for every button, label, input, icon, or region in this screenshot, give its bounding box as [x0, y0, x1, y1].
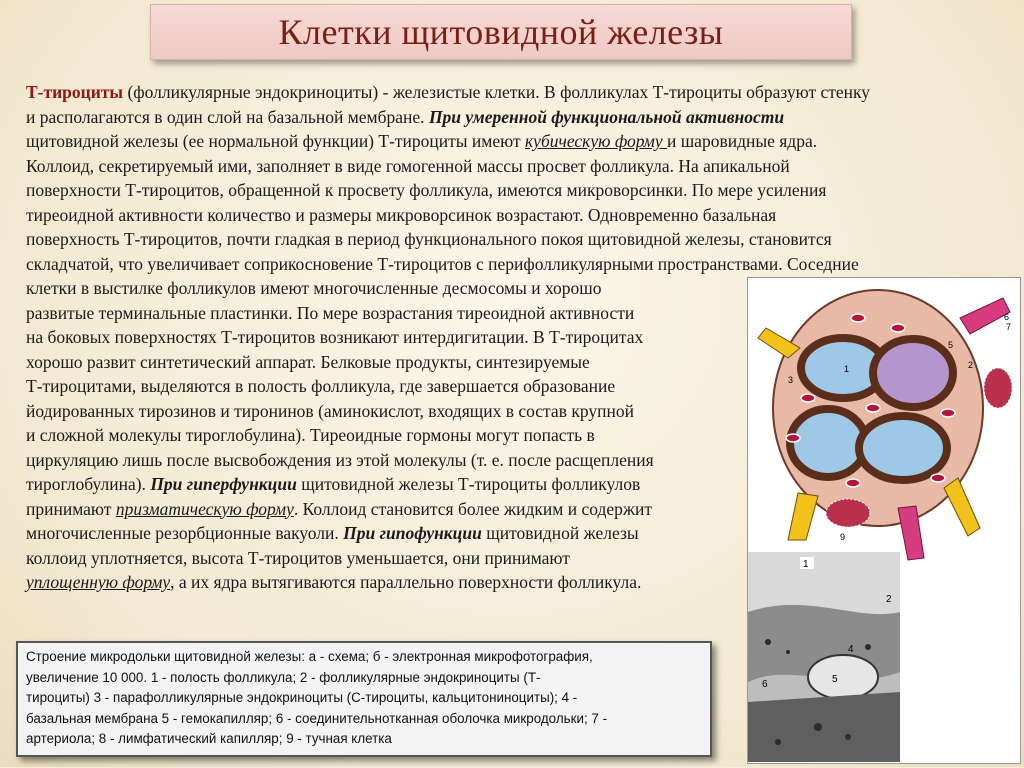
- text-line: на боковых поверхностях Т-тироцитов возникают интердигитации. В Т-тироцитах: [26, 327, 644, 347]
- emphasis-moderate-activity: При умеренной функциональной активности: [428, 106, 785, 127]
- text-line: складчатой, что увеличивает соприкосновение Т-тироцитов с перифолликулярными пространствами. Соседние: [26, 253, 859, 274]
- text-line: [26, 105, 1011, 130]
- caption-line: Строение микродольки щитовидной железы: а - схема; б - электронная микрофотография,: [26, 649, 593, 664]
- caption-line: артериола; 8 - лимфатический капилляр; 9 - тучная клетка: [26, 731, 392, 746]
- electron-micrograph: [748, 552, 900, 762]
- text-span: щитовидной железы: [481, 523, 639, 543]
- text-span: и шаровидные ядра.: [666, 131, 818, 151]
- emphasis-hyperfunction: При гиперфункции: [150, 474, 297, 494]
- text-line: поверхность Т-тироцитов, почти гладкая в период функционального покоя щитовидной железы, становится: [26, 229, 832, 249]
- text-line: развитые терминальные пластинки. По мере возрастания тиреоидной активности: [26, 302, 635, 323]
- term-t-thyrocytes: Т-тироциты: [26, 82, 124, 102]
- text-span: , а их ядра вытягиваются параллельно поверхности фолликула.: [170, 572, 642, 592]
- text-line: коллоид уплотняется, высота Т-тироцитов уменьшается, они принимают: [26, 547, 570, 568]
- caption-line: тироциты) 3 - парафолликулярные эндокриноциты (С-тироциты, кальцитониноциты); 4 -: [26, 690, 578, 705]
- text-span: принимают: [26, 498, 116, 519]
- figure-label: 2: [968, 360, 974, 370]
- micrograph-label: 1: [803, 559, 809, 570]
- mast-cell: [984, 368, 1012, 408]
- text-span: (фолликулярные эндокриноциты) - железистые клетки. В фолликулах Т-тироциты образуют стенку: [123, 82, 871, 102]
- text-line: циркуляцию лишь после высвобождения из этой молекулы (т. е. после расщепления: [26, 449, 654, 470]
- figure-label: 1: [844, 364, 850, 374]
- emphasis-hypofunction: При гипофункции: [343, 523, 482, 543]
- figure-label: 3: [788, 375, 794, 385]
- text-line: клетки в выстилке фолликулов имеют многочисленные десмосомы и хорошо: [26, 278, 602, 298]
- text-line: поверхности Т-тироцитов, обращенной к просвету фолликула, имеются микроворсинки. По мере усиления: [26, 180, 827, 200]
- caption-line: увеличение 10 000. 1 - полость фолликула; 2 - фолликулярные эндокриноциты (Т-: [26, 669, 541, 685]
- emphasis-flattened-form: уплощенную форму: [26, 572, 171, 592]
- text-span: . Коллоид становится более жидким и содержит: [293, 498, 652, 519]
- text-line: йодированных тирозинов и тиронинов (аминокислот, входящих в состав крупной: [26, 400, 634, 421]
- emphasis-cubic-form: кубическую форму: [525, 131, 667, 151]
- follicle: [859, 416, 947, 480]
- figure-label: 6: [1004, 312, 1010, 322]
- page-title: Клетки щитовидной железы: [278, 12, 724, 52]
- title-banner: [150, 4, 852, 60]
- caption-line: базальная мембрана 5 - гемокапилляр; 6 - соединительнотканная оболочка микродольки; 7 -: [26, 710, 608, 726]
- micrograph-label: 4: [848, 644, 854, 655]
- text-line: тиреоидной активности количество и размеры микроворсинок возрастают. Одновременно базальная: [26, 204, 777, 225]
- micrograph-image: [748, 552, 900, 762]
- text-span: и располагаются в один слой на базальной мембране.: [26, 106, 429, 127]
- figure-label: 9: [840, 532, 846, 542]
- text-line: Коллоид, секретируемый ими, заполняет в виде гомогенной массы просвет фолликула. На апикальной: [26, 155, 790, 176]
- text-line: [26, 129, 1011, 154]
- text-span: тироглобулина).: [26, 474, 151, 494]
- vessel-yellow: [944, 478, 980, 536]
- micrograph-label: 2: [886, 594, 892, 605]
- micrograph-label: 5: [832, 674, 838, 685]
- follicle: [873, 339, 953, 407]
- vessel-magenta: [960, 298, 1010, 334]
- mast-cell: [826, 499, 870, 527]
- figure-label: 7: [1006, 322, 1012, 332]
- text-line: и сложной молекулы тироглобулина). Тиреоидные гормоны могут попасть в: [26, 425, 595, 445]
- figure-caption: [16, 641, 712, 757]
- follicle: [790, 409, 866, 477]
- text-line: хорошо развит синтетический аппарат. Белковые продукты, синтезируемые: [26, 351, 590, 372]
- text-line: Т-тироцитами, выделяются в полость фолликула, где завершается образование: [26, 376, 616, 396]
- micrograph-label: 6: [762, 679, 768, 690]
- text-line: [26, 80, 1011, 105]
- emphasis-prismatic-form: призматическую форму: [115, 498, 294, 519]
- text-span: щитовидной железы (ее нормальной функции) Т-тироциты имеют: [26, 131, 525, 151]
- text-span: щитовидной железы Т-тироциты фолликулов: [296, 474, 641, 494]
- text-span: многочисленные резорбционные вакуоли.: [26, 523, 344, 543]
- figure-label: 5: [948, 340, 954, 350]
- vessel-yellow: [788, 493, 818, 540]
